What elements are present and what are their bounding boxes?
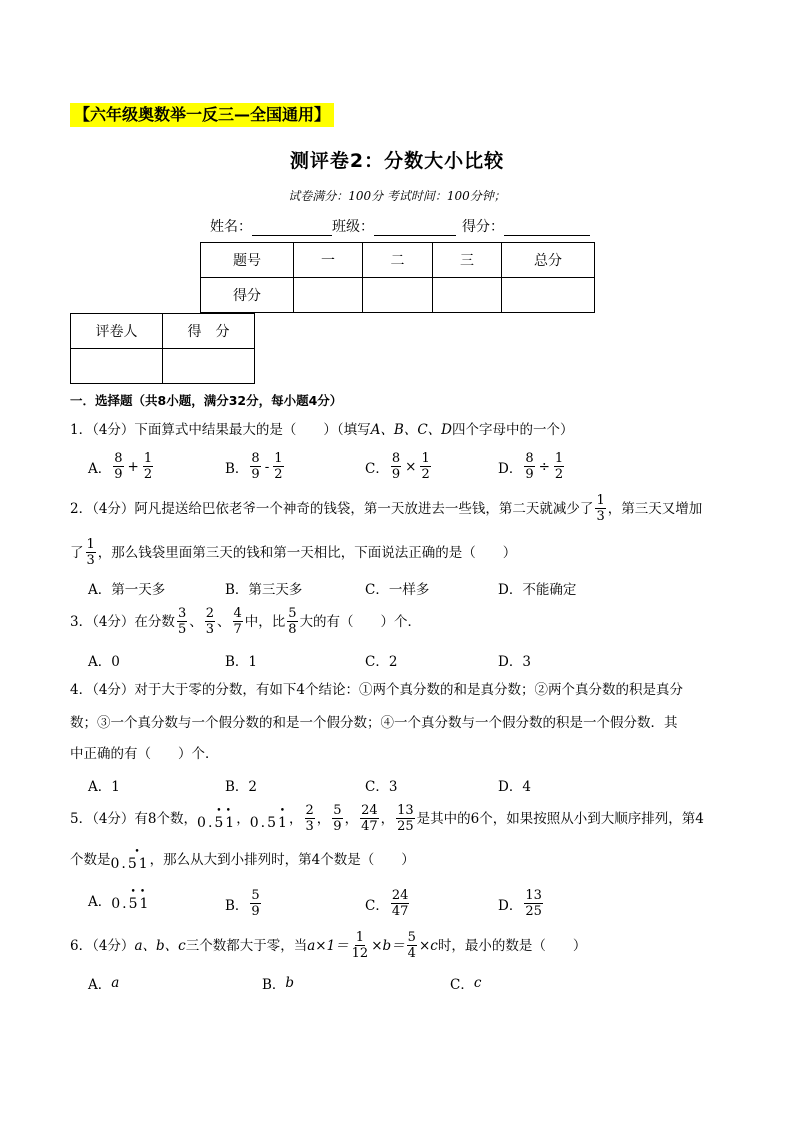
question-6 [70,930,730,961]
score-table-cell: 三 [433,243,502,278]
q5-text: 5．（4分）有8个数， [70,810,198,827]
fraction: $\frac{1}{3}$ [596,493,605,524]
q6-option-c[interactable] [450,973,481,993]
class-field[interactable] [374,220,456,236]
name-label: 姓名： [210,219,252,235]
separator: 、 [189,613,203,630]
fraction: $\frac{1}{2}$ [274,451,283,482]
score-table-cell: 得分 [201,278,294,313]
question-4-line-2: 数；③一个真分数与一个假分数的和是一个假分数；④一个真分数与一个假分数的积是一个假分数．其 [70,715,678,731]
grader-table-cell: 得 分 [163,314,255,349]
q6-text: 时，最小的数是（ ） [437,937,587,954]
q2-option-a[interactable]: A．第一天多 [88,582,166,598]
q3-option-b[interactable]: B．1 [225,654,258,670]
q4-option-a[interactable]: A．1 [88,779,120,795]
fraction: $\frac{13}{25}$ [525,888,542,919]
option-label: B． [225,460,249,477]
fraction: $\frac{5}{8}$ [288,606,297,637]
question-4-line-3: 中正确的有（ ）个． [70,746,219,762]
fraction: $\frac{8}{9}$ [114,451,123,482]
fraction: $\frac{5}{9}$ [333,803,342,834]
option-label: D． [498,897,523,914]
fraction: $\frac{13}{25}$ [397,803,414,834]
fraction: $\frac{24}{47}$ [391,888,409,919]
repeating-decimal: •• 0.51 [197,805,237,831]
operator: - [264,458,270,475]
separator: 、 [217,613,231,630]
score-field[interactable] [504,220,590,236]
fraction: $\frac{5}{4}$ [407,930,416,961]
q1-option-c[interactable] [365,451,433,482]
separator: ， [236,810,250,827]
score-table-cell: 题号 [201,243,294,278]
option-label: B． [262,977,286,993]
fraction: $\frac{1}{12}$ [351,930,369,961]
q1-text: 1．（4分）下面算式中结果最大的是（ ）（填写 [70,422,371,438]
score-table-cell: 一 [294,243,363,278]
score-entry-cell[interactable] [294,278,363,313]
q3-option-a[interactable]: A．0 [88,654,120,670]
q5-option-d[interactable] [498,888,545,919]
operator: × [405,458,417,475]
q2-text: 了 [70,544,84,561]
option-label: A． [88,460,112,477]
class-label: 班级： [332,219,374,235]
option-value: b [285,975,295,991]
q6-text: 6．（4分） [70,937,135,954]
score-table [200,242,595,313]
q6-eq: ×b＝ [371,937,405,954]
q3-option-d[interactable]: D．3 [498,654,531,670]
fraction: $\frac{8}{9}$ [251,451,260,482]
page-title: 测评卷2：分数大小比较 [289,150,505,172]
section-heading: 一．选择题（共8小题，满分32分，每小题4分） [70,393,343,408]
question-4-line-1: 4．（4分）对于大于零的分数，有如下4个结论：①两个真分数的和是真分数；②两个真分数的积是真分 [70,682,684,698]
fraction: $\frac{24}{47}$ [361,803,378,834]
option-label: A． [88,977,112,993]
q5-text: 是其中的6个，如果按照从小到大顺序排列，第4 [416,810,704,827]
grader-table [70,313,255,384]
q1-option-b[interactable] [225,451,286,482]
operator: ÷ [538,458,550,475]
q5-option-c[interactable] [365,888,411,919]
q6-option-a[interactable] [88,973,119,993]
option-label: C． [365,897,389,914]
question-2-line-1 [70,493,730,524]
grader-entry-cell[interactable] [71,349,163,384]
option-value: c [473,975,482,991]
separator: ， [316,810,331,827]
score-table-cell: 总分 [502,243,595,278]
exam-meta: 试卷满分：100分 考试时间：100分钟； [288,189,506,203]
q1-tail: 四个字母中的一个） [452,422,574,438]
question-2-line-2 [70,537,730,568]
q1-letters: A、B、C、D [370,422,453,438]
separator: ， [344,810,359,827]
fraction: $\frac{3}{5}$ [177,606,187,637]
option-label: A． [88,894,112,910]
q6-vars: a、b、c [134,937,186,954]
q2-text: ，第三天又增加 [607,500,703,517]
fraction: $\frac{8}{9}$ [525,451,534,482]
score-table-header-row [201,243,595,278]
q5-text: 个数是 [70,852,111,868]
q4-option-b[interactable]: B．2 [225,779,258,795]
q1-option-d[interactable] [498,451,566,482]
q5-text: ，那么从大到小排列时，第4个数是（ ） [149,852,415,868]
q3-text: 大的有（ ）个． [299,613,422,630]
repeating-decimal: •• 0.51 [111,887,151,912]
fraction: $\frac{4}{7}$ [233,606,242,637]
q2-option-d[interactable]: D．不能确定 [498,582,577,598]
q3-option-c[interactable]: C．2 [365,654,398,670]
option-label: B． [225,897,249,914]
question-5-line-2 [70,848,730,872]
fraction: $\frac{2}{3}$ [305,803,314,834]
score-table-score-row [201,278,595,313]
question-1 [70,420,730,440]
q2-option-b[interactable]: B．第三天多 [225,582,303,598]
repeating-decimal: • 0.51 [110,847,150,872]
option-label: C． [365,460,389,477]
grader-table-header-row [71,314,255,349]
repeating-decimal: • 0.51 [249,805,290,831]
fraction: $\frac{1}{2}$ [143,451,153,482]
option-value: a [111,975,120,991]
fraction: $\frac{1}{3}$ [86,537,95,568]
student-info [210,216,590,236]
fraction: $\frac{8}{9}$ [391,451,401,482]
score-entry-cell[interactable] [502,278,595,313]
score-entry-cell[interactable] [433,278,502,313]
grader-entry-cell[interactable] [163,349,255,384]
q2-text: ，那么钱袋里面第三天的钱和第一天相比，下面说法正确的是（ ） [97,544,517,561]
q1-option-a[interactable] [88,451,155,482]
fraction: $\frac{1}{2}$ [554,451,564,482]
score-label: 得分： [462,219,504,235]
grader-table-cell: 评卷人 [71,314,163,349]
q2-option-c[interactable]: C．一样多 [365,582,430,598]
option-label: C． [450,977,474,993]
q3-text: 中，比 [244,613,286,630]
question-3 [70,606,730,637]
q6-text: 三个数都大于零，当 [185,937,308,954]
q2-text: 2．（4分）阿凡提送给巴依老爷一个神奇的钱袋，第一天放进去一些钱，第二天就减少了 [70,500,594,517]
q5-option-b[interactable] [225,888,263,919]
option-label: D． [498,460,523,477]
q6-eq: ×c [418,937,438,954]
series-tag: 【六年级奥数举一反三—全国通用】 [70,103,334,127]
grader-table-entry-row [71,349,255,384]
q6-option-b[interactable] [262,973,294,993]
q5-option-a[interactable] [88,888,150,912]
fraction: $\frac{2}{3}$ [205,606,214,637]
question-5-line-1 [70,803,730,834]
fraction: $\frac{1}{2}$ [421,451,430,482]
score-entry-cell[interactable] [363,278,433,313]
q4-option-d[interactable]: D．4 [498,779,531,795]
separator: ， [289,810,303,827]
q6-eq: a×1＝ [307,937,349,954]
operator: + [127,458,139,475]
score-table-cell: 二 [363,243,433,278]
name-field[interactable] [252,220,332,236]
fraction: $\frac{5}{9}$ [251,888,260,919]
q4-option-c[interactable]: C．3 [365,779,398,795]
q3-text: 3．（4分）在分数 [70,613,175,630]
separator: ， [380,810,395,827]
